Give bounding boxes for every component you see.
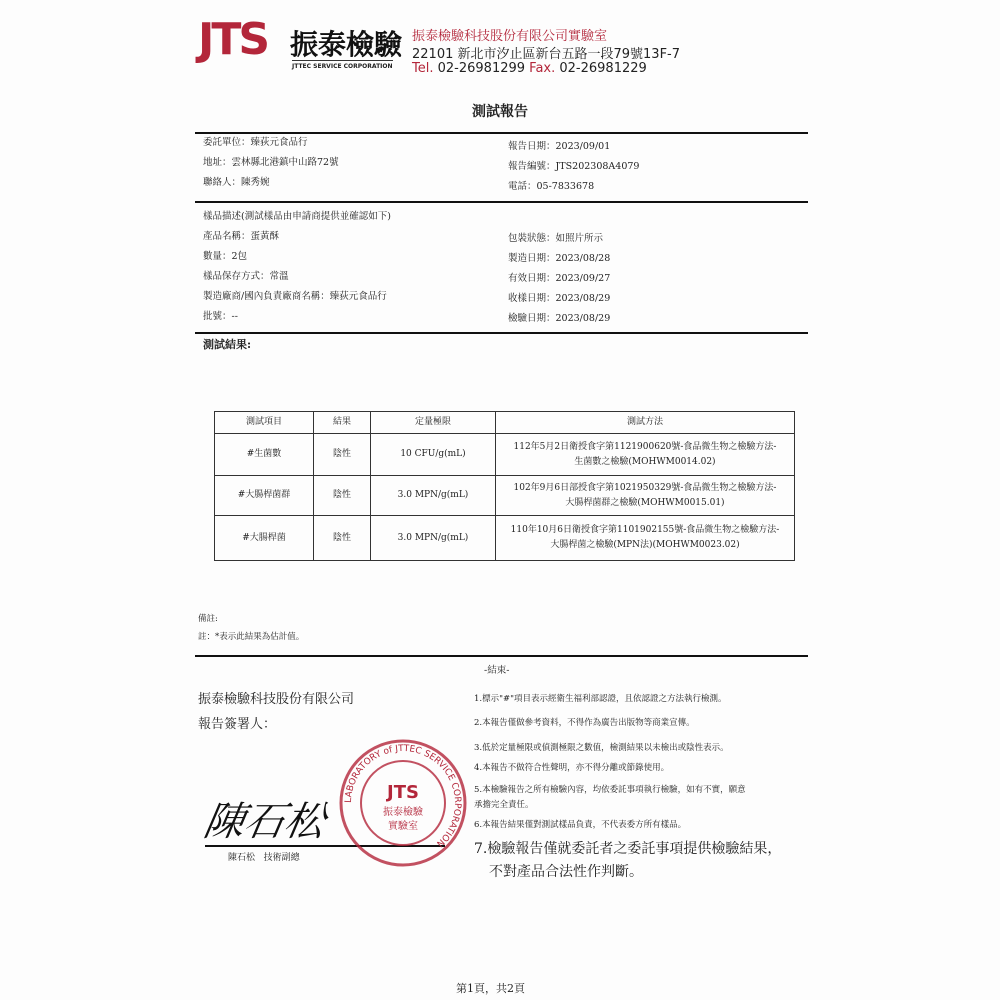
fax: 02-26981229	[559, 61, 647, 76]
table-row	[215, 476, 795, 516]
results-table	[214, 411, 795, 561]
header-method: 測試方法	[496, 412, 795, 434]
results-label: 測試結果:	[203, 338, 252, 351]
jts-logo: JTS	[198, 14, 268, 65]
stamp-ring-text: LABORATORY of JTTEC SERVICE CORPORATION	[343, 743, 463, 849]
client-phone: 電話：05-7833678	[508, 181, 595, 192]
method-line: 大腸桿菌之檢驗(MPN法)(MOHWM0023.02)	[550, 540, 740, 550]
signature: 陳石松	[200, 799, 329, 845]
cell-limit: 10 CFU/g(mL)	[371, 434, 496, 476]
lab-contact	[412, 61, 647, 76]
lab-address: 22101 新北市汐止區新台五路一段79號13F-7	[412, 47, 681, 62]
client-address: 地址：雲林縣北港鎮中山路72號	[203, 157, 339, 168]
notes-text: 註：*表示此結果為估計值。	[198, 632, 305, 642]
term-5: 5.本檢驗報告之所有檢驗內容，均依委託事項執行檢驗，如有不實，願意	[474, 785, 746, 795]
mfg-date: 製造日期：2023/08/28	[508, 253, 611, 264]
header-item: 測試項目	[215, 412, 314, 434]
term-2: 2.本報告僅做參考資料，不得作為廣告出版物等商業宣傳。	[474, 718, 695, 728]
fax-label: Fax.	[529, 61, 556, 76]
notes-label: 備註:	[198, 614, 218, 624]
received-date: 收樣日期：2023/08/29	[508, 293, 611, 304]
term-3: 3.低於定量極限或偵測極限之數值，檢測結果以未檢出或陰性表示。	[474, 743, 729, 753]
stamp-line1: 振泰檢驗	[383, 807, 423, 818]
cell-result: 陰性	[314, 516, 371, 561]
lab-stamp	[338, 738, 468, 868]
method-line: 102年9月6日部授食字第1021950329號-食品微生物之檢驗方法-	[513, 482, 777, 493]
cell-method	[496, 516, 795, 561]
divider	[195, 655, 808, 657]
signer-name-text: 陳石松	[228, 853, 256, 863]
signer-title: 技術副總	[263, 853, 300, 863]
method-line: 112年5月2日衛授食字第1121900620號-食品微生物之檢驗方法-	[513, 441, 777, 452]
table-row	[215, 516, 795, 561]
table-row	[215, 434, 795, 476]
sample-desc: 樣品描述(測試樣品由申請商提供並確認如下)	[203, 211, 391, 222]
cell-item: #生菌數	[215, 434, 314, 476]
term-5-cont: 承擔完全責任。	[474, 800, 534, 810]
term-1: 1.標示"#"項目表示經衛生福利部認證，且依認證之方法執行檢測。	[474, 694, 727, 704]
term-4: 4.本報告不做符合性聲明，亦不得分離或節錄使用。	[474, 763, 670, 773]
cell-item: #大腸桿菌群	[215, 476, 314, 516]
term-6: 6.本報告結果僅對測試樣品負責，不代表委方所有樣品。	[474, 820, 687, 830]
brand-en: JTTEC SERVICE CORPORATION	[292, 60, 393, 70]
cell-item: #大腸桿菌	[215, 516, 314, 561]
method-line: 生菌數之檢驗(MOHWM0014.02)	[574, 456, 716, 467]
method-line: 110年10月6日衛授食字第1101902155號-食品微生物之檢驗方法-	[510, 525, 780, 535]
header-limit: 定量極限	[371, 412, 496, 434]
page-title: 測試報告	[472, 104, 528, 120]
stamp-logo: JTS	[387, 782, 419, 803]
page-footer: 第1頁，共2頁	[456, 982, 525, 995]
cell-method	[496, 434, 795, 476]
brand-name: 振泰檢驗	[290, 28, 403, 61]
end-marker: -結束-	[484, 665, 510, 676]
report-date: 報告日期：2023/09/01	[508, 141, 611, 152]
tel-label: Tel.	[412, 61, 434, 76]
method-line: 大腸桿菌群之檢驗(MOHWM0015.01)	[565, 497, 725, 508]
cell-result: 陰性	[314, 476, 371, 516]
divider	[195, 201, 808, 203]
cell-result: 陰性	[314, 434, 371, 476]
quantity: 數量：2包	[203, 251, 248, 262]
product-name: 產品名稱：蛋黃酥	[203, 231, 280, 242]
divider	[195, 332, 808, 334]
client-contact: 聯絡人：陳秀婉	[203, 177, 270, 188]
company-name: 振泰檢驗科技股份有限公司	[198, 692, 355, 707]
report-number: 報告編號：JTS202308A4079	[508, 161, 640, 172]
signer-name	[228, 850, 300, 863]
cell-limit: 3.0 MPN/g(mL)	[371, 516, 496, 561]
manufacturer: 製造廠商/國內負責廠商名稱：臻荻元食品行	[203, 291, 387, 302]
lab-name: 振泰檢驗科技股份有限公司實驗室	[412, 29, 608, 44]
exp-date: 有效日期：2023/09/27	[508, 273, 611, 284]
cell-method	[496, 476, 795, 516]
term-7: 7.檢驗報告僅就委託者之委託事項提供檢驗結果，	[474, 841, 782, 857]
term-7-cont: 不對產品合法性作判斷。	[489, 864, 643, 880]
test-date: 檢驗日期：2023/08/29	[508, 313, 611, 324]
cell-limit: 3.0 MPN/g(mL)	[371, 476, 496, 516]
signer-label: 報告簽署人：	[198, 717, 277, 732]
header-result: 結果	[314, 412, 371, 434]
table-header	[215, 412, 795, 434]
lot-number: 批號：--	[203, 311, 238, 322]
stamp-line2: 實驗室	[388, 821, 418, 832]
client-unit: 委託單位：臻荻元食品行	[203, 137, 308, 148]
tel: 02-26981299	[437, 61, 526, 76]
package-state: 包裝狀態：如照片所示	[508, 233, 604, 244]
storage: 樣品保存方式：常溫	[203, 271, 289, 282]
